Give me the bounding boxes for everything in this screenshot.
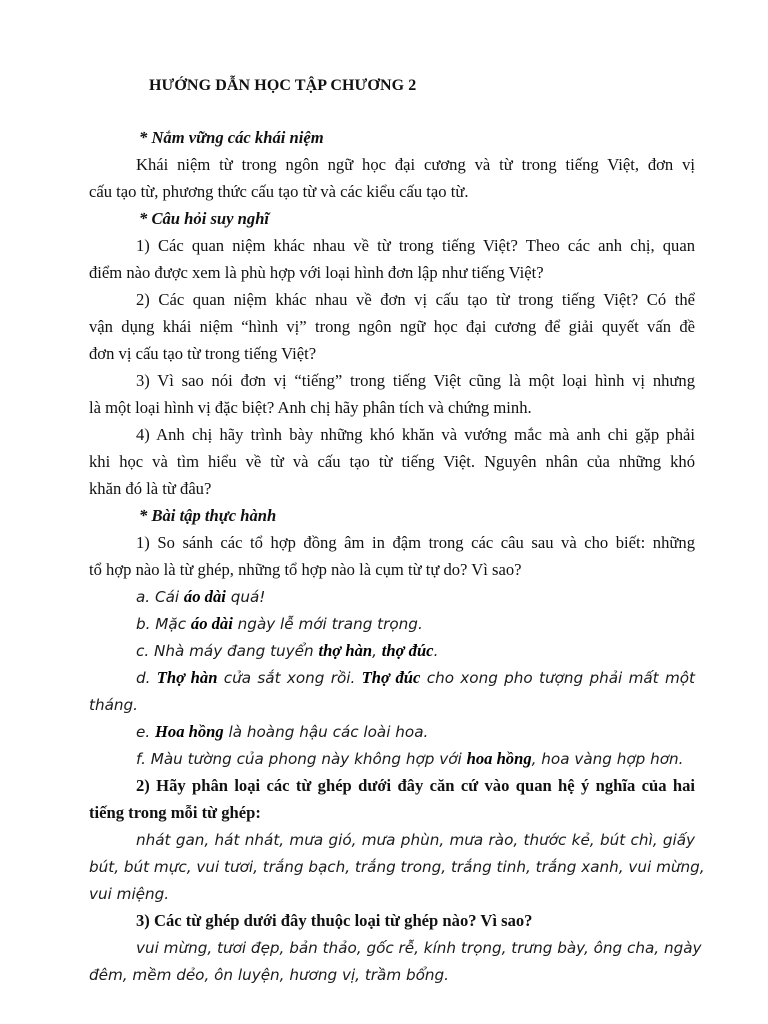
exercise-2-words: vui miệng. — [89, 885, 170, 903]
example-b: b. Mặc áo dài ngày lễ mới trang trọng. — [136, 614, 423, 633]
question-4-line: khi học và tìm hiểu về từ và cấu tạo từ tiếng Việt. Nguyên nhân của những khó — [89, 452, 695, 471]
exercise-2-line: tiếng trong mỗi từ ghép: — [89, 803, 261, 822]
example-a: a. Cái áo dài quá! — [136, 587, 266, 606]
example-c: c. Nhà máy đang tuyển thợ hàn, thợ đúc. — [136, 641, 439, 660]
exercise-3-words: vui mừng, tươi đẹp, bản thảo, gốc rễ, kính trọng, trưng bày, ông cha, ngày — [136, 939, 702, 957]
exercise-2-words: bút, bút mực, vui tươi, trắng bạch, trắng trong, trắng tinh, trắng xanh, vui mừng, — [89, 858, 705, 876]
concepts-heading: * Nắm vững các khái niệm — [139, 128, 324, 147]
question-2-line: 2) Các quan niệm khác nhau về đơn vị cấu tạo từ trong tiếng Việt? Có thể — [136, 290, 695, 309]
example-f: f. Màu tường của phong này không hợp với hoa hồng, hoa vàng hợp hơn. — [136, 749, 684, 768]
exercise-3-words: đêm, mềm dẻo, ôn luyện, hương vị, trầm bổng. — [89, 966, 449, 984]
question-2-line: vận dụng khái niệm “hình vị” trong ngôn ngữ học đại cương để giải quyết vấn đề — [89, 317, 695, 336]
example-d: d. Thợ hàn cửa sắt xong rồi. Thợ đúc cho xong pho tượng phải mất một — [136, 668, 695, 687]
concepts-text-line: cấu tạo từ, phương thức cấu tạo từ và các kiểu cấu tạo từ. — [89, 182, 469, 201]
question-3-line: 3) Vì sao nói đơn vị “tiếng” trong tiếng Việt cũng là một loại hình vị nhưng — [136, 371, 695, 390]
question-4-line: 4) Anh chị hãy trình bày những khó khăn và vướng mắc mà anh chi gặp phải — [136, 425, 695, 444]
exercise-1-line: tổ hợp nào là từ ghép, những tổ hợp nào là cụm từ tự do? Vì sao? — [89, 560, 522, 579]
questions-heading: * Câu hỏi suy nghĩ — [139, 209, 270, 228]
question-2-line: đơn vị cấu tạo từ trong tiếng Việt? — [89, 344, 317, 363]
exercise-3-line: 3) Các từ ghép dưới đây thuộc loại từ ghép nào? Vì sao? — [136, 911, 533, 930]
example-d-continued: tháng. — [89, 696, 138, 714]
question-3-line: là một loại hình vị đặc biệt? Anh chị hãy phân tích và chứng minh. — [89, 398, 532, 417]
exercise-2-words: nhát gan, hát nhát, mưa gió, mưa phùn, mưa rào, thước kẻ, bút chì, giấy — [136, 831, 695, 849]
question-1-line: điểm nào được xem là phù hợp với loại hình đơn lập như tiếng Việt? — [89, 263, 544, 282]
example-e: e. Hoa hồng là hoàng hậu các loài hoa. — [136, 722, 429, 741]
page-title: HƯỚNG DẪN HỌC TẬP CHƯƠNG 2 — [149, 77, 417, 94]
exercise-2-line: 2) Hãy phân loại các từ ghép dưới đây căn cứ vào quan hệ ý nghĩa của hai — [136, 776, 695, 795]
exercise-1-line: 1) So sánh các tổ hợp đồng âm in đậm trong các câu sau và cho biết: những — [136, 533, 695, 552]
question-4-line: khăn đó là từ đâu? — [89, 479, 212, 498]
concepts-text-line: Khái niệm từ trong ngôn ngữ học đại cương và từ trong tiếng Việt, đơn vị — [136, 155, 695, 174]
exercises-heading: * Bài tập thực hành — [139, 506, 277, 525]
question-1-line: 1) Các quan niệm khác nhau về từ trong tiếng Việt? Theo các anh chị, quan — [136, 236, 695, 255]
